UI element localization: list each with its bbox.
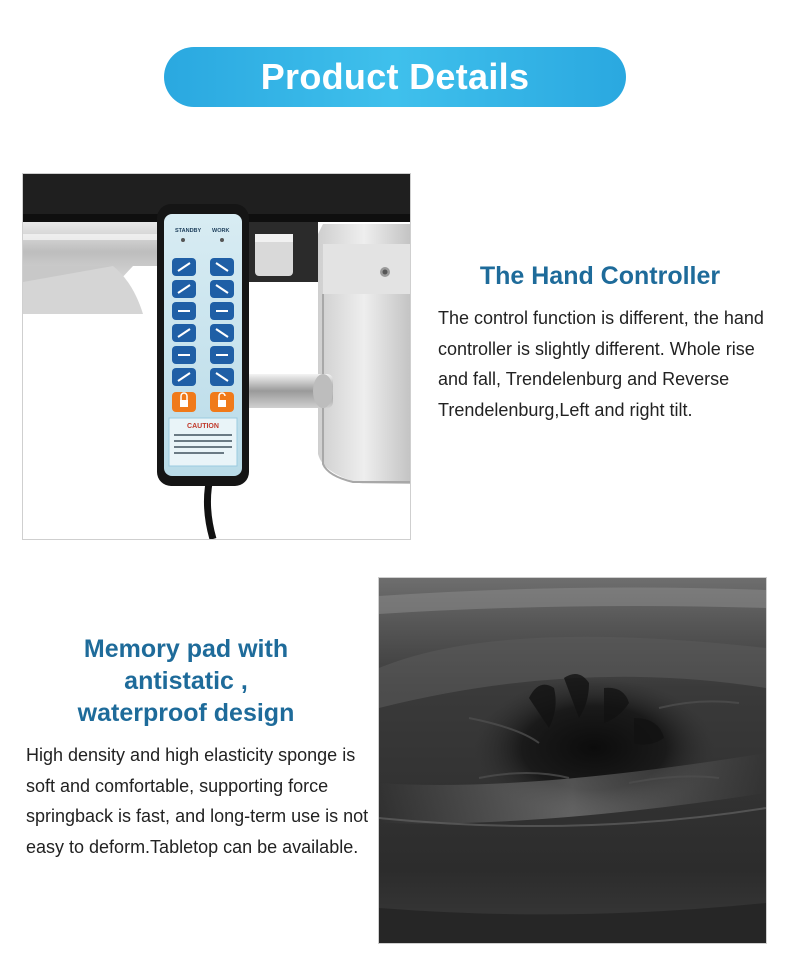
memory-pad-heading [22,633,350,729]
memory-pad-heading-line2: antistatic , [124,667,248,695]
memory-pad-description: High density and high elasticity sponge is soft and comfortable, supporting force springback is fast, and long-term use is not easy to deform.Tabletop can be available. [26,745,369,857]
banner-title: Product Details [260,56,530,97]
remote-caution-label: CAUTION [187,423,219,430]
hand-controller-heading: The Hand Controller [479,262,721,290]
memory-pad-heading-line1: Memory pad with [83,635,289,663]
remote-work-label: WORK [212,228,230,234]
memory-pad-photo [378,577,767,944]
hand-controller-illustration [23,174,410,539]
hand-controller-photo [22,173,411,540]
remote-standby-label: STANDBY [175,228,202,234]
hand-controller-description: The control function is different, the hand controller is slightly different. Whole rise and fall, Trendelenburg and Reverse Trendelenburg,Left and right tilt. [438,308,764,420]
memory-pad-illustration [379,578,766,943]
product-details-banner [164,47,626,107]
memory-pad-heading-line3: waterproof design [77,699,295,727]
